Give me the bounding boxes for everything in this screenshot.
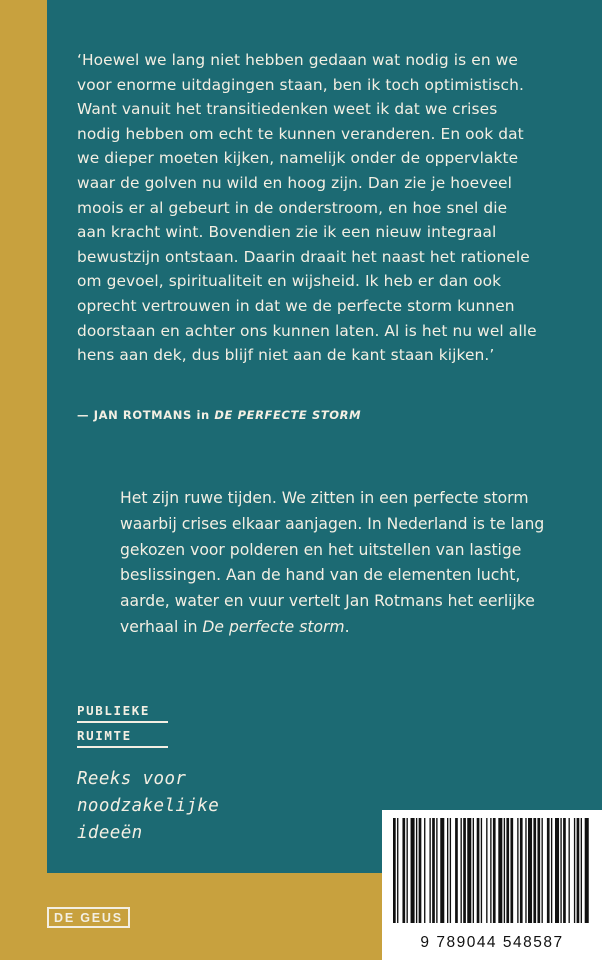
barcode-bar (455, 818, 458, 923)
barcode-bar (498, 818, 502, 923)
quote-line: aan kracht wint. Bovendien zie ik een nieuw integraal (77, 223, 497, 242)
barcode-bar (493, 818, 496, 923)
barcode-bar (402, 818, 405, 923)
barcode-bar (547, 818, 550, 923)
quote-line: Want vanuit het transitiedenken weet ik dat we crises (77, 100, 498, 119)
series-name-line1: PUBLIEKE (77, 703, 168, 723)
barcode-bar (574, 818, 575, 923)
barcode-bar (432, 818, 435, 923)
barcode-bar (397, 818, 398, 923)
barcode-bar (429, 818, 430, 923)
tagline-line: ideeën (77, 823, 143, 843)
tagline-line: noodzakelijke (77, 796, 220, 816)
barcode-bar (407, 818, 408, 923)
quote-line: we dieper moeten kijken, namelijk onder de oppervlakte (77, 149, 519, 168)
blurb-last-suffix: . (344, 617, 350, 636)
barcode-bar (490, 818, 491, 923)
publisher-logo: DE GEUS (47, 907, 130, 928)
barcode-bar (525, 818, 526, 923)
barcode-bar (461, 818, 462, 923)
barcode-bar (447, 818, 448, 923)
author-quote (77, 48, 582, 368)
barcode-bar (481, 818, 482, 923)
barcode-bar (473, 818, 474, 923)
blurb-line: aarde, water en vuur vertelt Jan Rotmans het eerlijke (120, 592, 535, 611)
barcode-bar (450, 818, 451, 923)
barcode-bars (391, 818, 593, 923)
quote-attribution (77, 408, 361, 422)
barcode-bar (477, 818, 480, 923)
quote-line: nodig hebben om echt te kunnen veranderen. En ook dat (77, 124, 524, 143)
attribution-title: DE PERFECTE STORM (214, 408, 362, 422)
barcode-bar (542, 818, 543, 923)
series-logo (77, 703, 168, 753)
blurb-last-prefix: verhaal in (120, 617, 203, 636)
barcode-bar (393, 818, 396, 923)
barcode-bar (537, 818, 540, 923)
blurb-book-title: De perfecte storm (202, 617, 345, 636)
quote-line: oprecht vertrouwen in dat we de perfecte storm kunnen (77, 296, 515, 315)
barcode-bar (411, 818, 415, 923)
barcode-bar (577, 818, 580, 923)
quote-line: waar de golven nu wild en hoog zijn. Dan zie je hoeveel (77, 173, 512, 192)
barcode-bar (440, 818, 444, 923)
barcode-bar (416, 818, 417, 923)
barcode-bar (517, 818, 518, 923)
barcode-bar (419, 818, 422, 923)
tagline-line: Reeks voor (77, 769, 187, 789)
barcode-bar (424, 818, 425, 923)
barcode-bar (520, 818, 523, 923)
blurb-line: waarbij crises elkaar aanjagen. In Nederland is te lang (120, 514, 545, 533)
blurb-line: Het zijn ruwe tijden. We zitten in een perfecte storm (120, 489, 529, 507)
quote-line: om gevoel, spiritualiteit en wijsheid. Ik heb er dan ook (77, 272, 502, 291)
barcode-bar (510, 818, 513, 923)
barcode-bar (528, 818, 532, 923)
barcode-bar (555, 818, 559, 923)
barcode-bar (504, 818, 505, 923)
barcode-bar (506, 818, 509, 923)
barcode-bar (486, 818, 487, 923)
barcode-bar (585, 818, 589, 923)
blurb-line: beslissingen. Aan de hand van de elementen lucht, (120, 566, 521, 585)
series-tagline (77, 766, 219, 847)
barcode-bar (581, 818, 582, 923)
quote-line: bewustzijn ontstaan. Daarin draait het naast het rationele (77, 247, 530, 266)
quote-line: moois er al gebeurt in de onderstroom, en hoe snel die (77, 198, 508, 217)
blurb-line: gekozen voor polderen en het uitstellen van lastige (120, 540, 522, 559)
barcode-bar (560, 818, 561, 923)
series-name-line2: RUIMTE (77, 728, 168, 748)
blurb-line (120, 615, 575, 641)
quote-line: doorstaan en achter ons kunnen laten. Al is het nu wel alle (77, 321, 537, 340)
quote-line: hens aan dek, dus blijf niet aan de kant staan kijken.’ (77, 346, 495, 365)
book-blurb (120, 486, 575, 641)
quote-line: ‘Hoewel we lang niet hebben gedaan wat nodig is en we (77, 51, 518, 69)
barcode-bar (563, 818, 566, 923)
attribution-author: — JAN ROTMANS in (77, 408, 215, 422)
isbn-barcode (382, 810, 602, 960)
barcode-bar (436, 818, 437, 923)
barcode-bar (463, 818, 466, 923)
barcode-bar (533, 818, 536, 923)
isbn-digits: 9 789044 548587 (420, 934, 564, 951)
quote-line: voor enorme uitdagingen staan, ben ik toch optimistisch. (77, 75, 524, 94)
barcode-bar (569, 818, 570, 923)
barcode-bar (551, 818, 552, 923)
barcode-bar (467, 818, 471, 923)
